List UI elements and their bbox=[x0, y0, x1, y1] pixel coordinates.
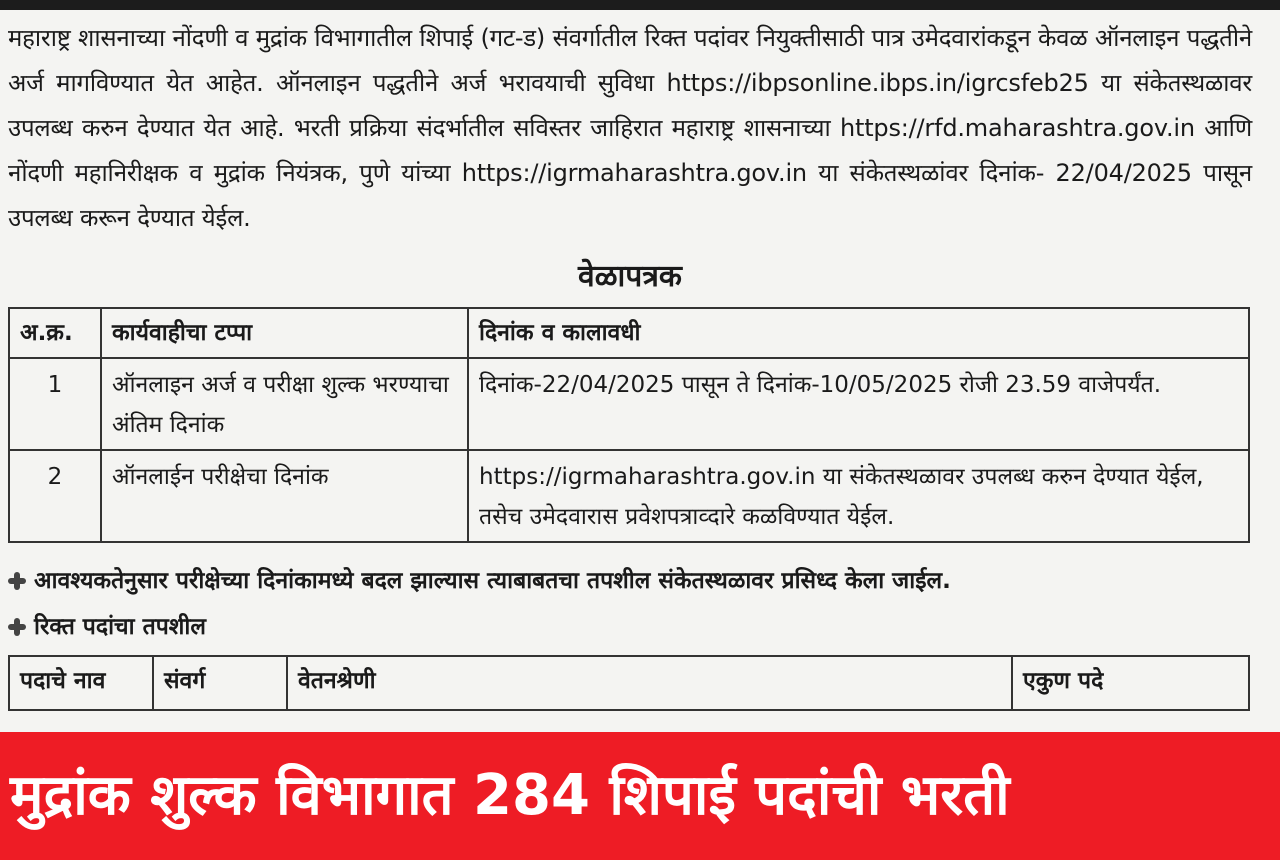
row-date: https://igrmaharashtra.gov.in या संकेतस्थळावर उपलब्ध करुन देण्यात येईल, तसेच उमेदवारास प्रवेशपत्राव्दारे कळविण्यात येईल. bbox=[468, 450, 1249, 542]
row-stage: ऑनलाईन परीक्षेचा दिनांक bbox=[101, 450, 468, 542]
row-date: दिनांक-22/04/2025 पासून ते दिनांक-10/05/2025 रोजी 23.59 वाजेपर्यंत. bbox=[468, 358, 1249, 450]
row-serial-no: 1 bbox=[9, 358, 101, 450]
table-row bbox=[9, 358, 1249, 450]
header-post-name: पदाचे नाव bbox=[9, 656, 153, 710]
note-vacancy-details bbox=[8, 607, 1252, 647]
header-cadre: संवर्ग bbox=[153, 656, 287, 710]
table-row bbox=[9, 450, 1249, 542]
row-stage: ऑनलाइन अर्ज व परीक्षा शुल्क भरण्याचा अंतिम दिनांक bbox=[101, 358, 468, 450]
vacancy-header-row bbox=[9, 656, 1249, 710]
note-text: आवश्यकतेनुसार परीक्षेच्या दिनांकामध्ये बदल झाल्यास त्याबाबतचा तपशील संकेतस्थळावर प्रसिध्द केला जाईल. bbox=[34, 568, 951, 594]
header-stage: कार्यवाहीचा टप्पा bbox=[101, 308, 468, 358]
schedule-title: वेळापत्रक bbox=[578, 259, 682, 294]
top-border-bar bbox=[0, 0, 1280, 10]
note-exam-date-change bbox=[8, 561, 1252, 601]
document-page bbox=[8, 16, 1252, 711]
bullet-icon bbox=[8, 572, 26, 590]
header-total-posts: एकुण पदे bbox=[1012, 656, 1249, 710]
headline-banner: मुद्रांक शुल्क विभागात 284 शिपाई पदांची भरती bbox=[0, 732, 1280, 860]
note-text: रिक्त पदांचा तपशील bbox=[34, 614, 206, 640]
schedule-table bbox=[8, 307, 1250, 543]
intro-paragraph: महाराष्ट्र शासनाच्या नोंदणी व मुद्रांक विभागातील शिपाई (गट-ड) संवर्गातील रिक्त पदांवर नियुक्तीसाठी पात्र उमेदवारांकडून केवळ ऑनलाइन पद्धतीने अर्ज मागविण्यात येत आहेत. ऑनलाइन पद्धतीने अर्ज भरावयाची सुविधा https://ibpsonline.ibps.in/igrcsfeb25 या संकेतस्थळावर उपलब्ध करुन देण्यात येत आहे. भरती प्रक्रिया संदर्भातील सविस्तर जाहिरात महाराष्ट्र शासनाच्या https://rfd.maharashtra.gov.in आणि नोंदणी महानिरीक्षक व मुद्रांक नियंत्रक, पुणे यांच्या https://igrmaharashtra.gov.in या संकेतस्थळांवर दिनांक- 22/04/2025 पासून उपलब्ध करून देण्यात येईल. bbox=[8, 24, 1252, 232]
header-serial-no: अ.क्र. bbox=[9, 308, 101, 358]
vacancy-table bbox=[8, 655, 1250, 711]
header-pay-scale: वेतनश्रेणी bbox=[287, 656, 1012, 710]
row-serial-no: 2 bbox=[9, 450, 101, 542]
schedule-header-row bbox=[9, 308, 1249, 358]
header-date-duration: दिनांक व कालावधी bbox=[468, 308, 1249, 358]
bullet-icon bbox=[8, 618, 26, 636]
